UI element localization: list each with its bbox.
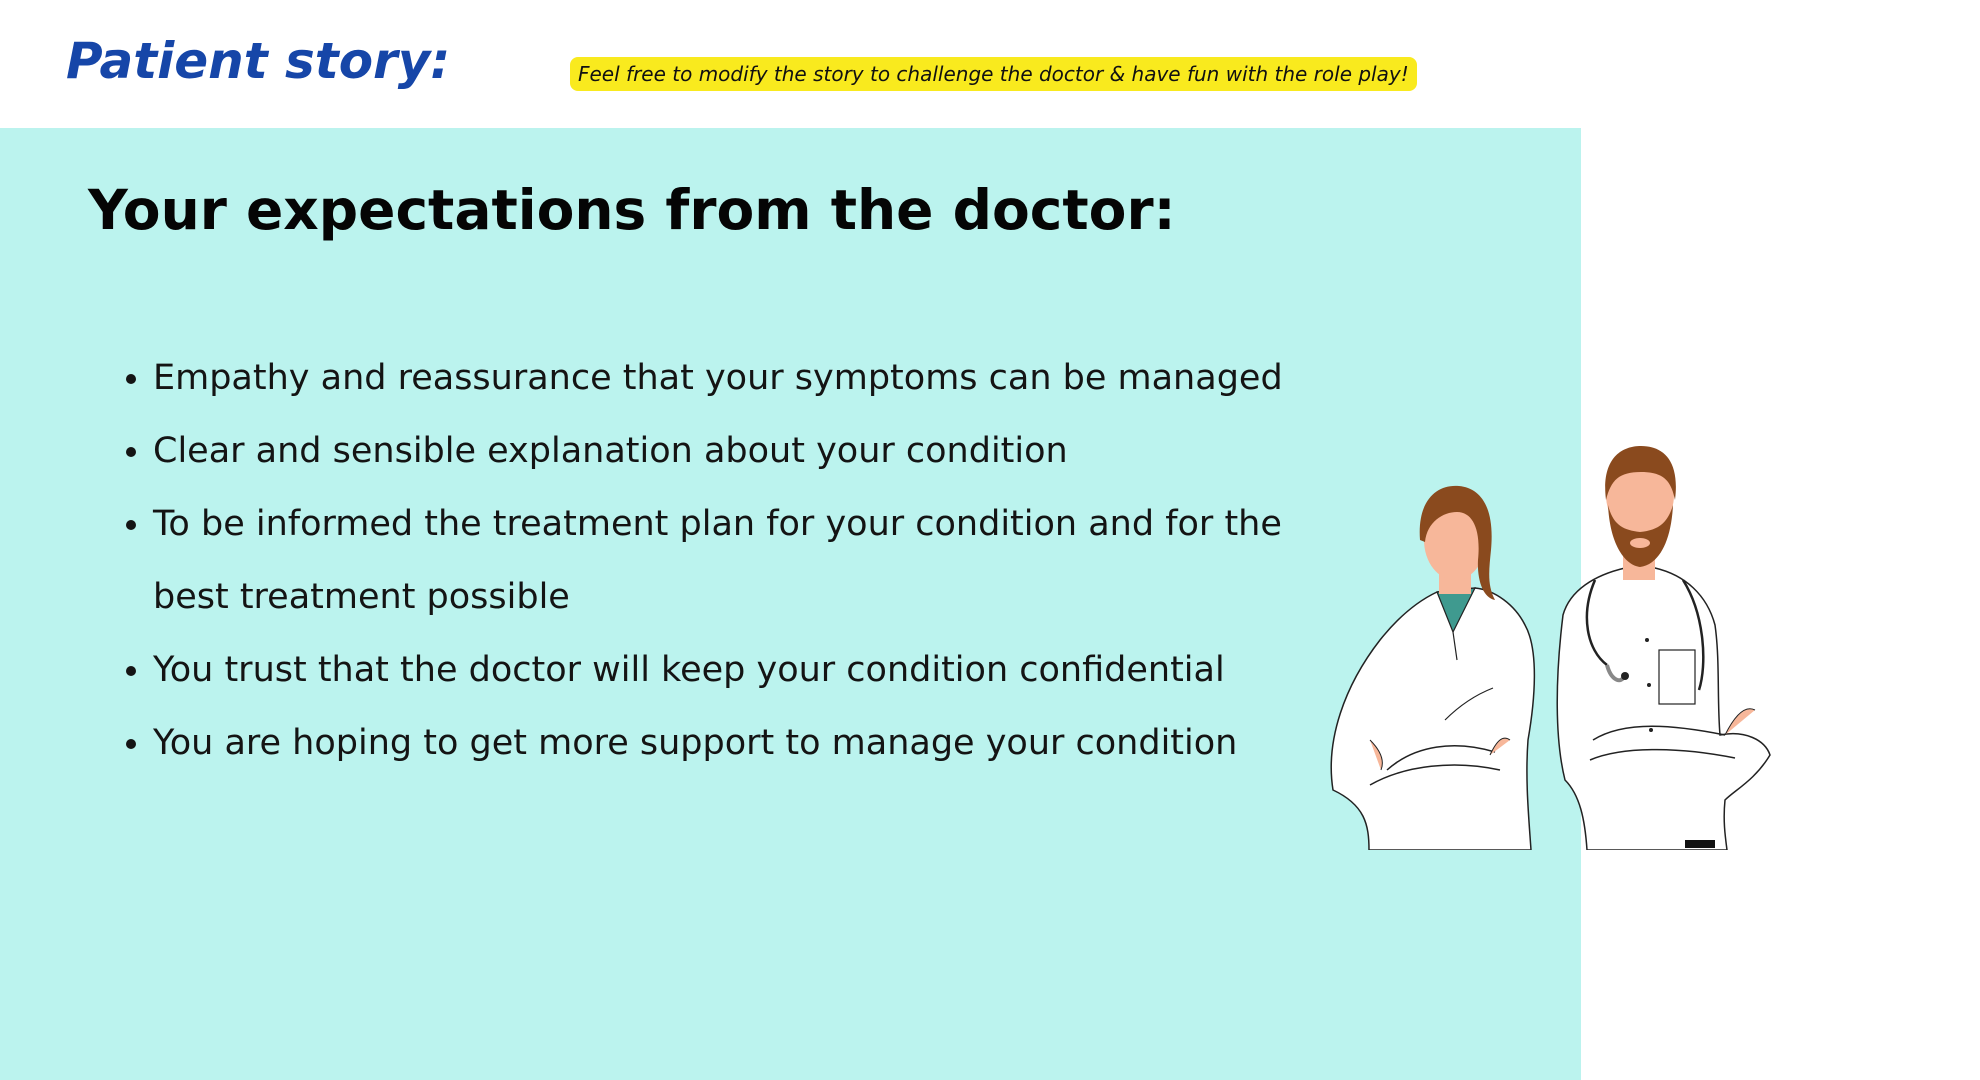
panel-heading: Your expectations from the doctor: [88,178,1176,242]
male-doctor-icon [1557,446,1770,850]
list-item: • Empathy and reassurance that your symptoms can be managed [153,342,1333,415]
instruction-note-badge: Feel free to modify the story to challenge the doctor & have fun with the role play! [570,57,1417,91]
doctors-illustration [1325,440,1815,850]
header-bar [0,0,1980,128]
expectations-list [118,342,1333,780]
female-doctor-icon [1331,486,1534,850]
list-item: • You trust that the doctor will keep your condition confidential [153,634,1333,707]
list-item: • To be informed the treatment plan for your condition and for the best treatment possible [153,488,1333,634]
list-item: • You are hoping to get more support to manage your condition [153,707,1333,780]
list-item: • Clear and sensible explanation about your condition [153,415,1333,488]
page-title: Patient story: [66,32,451,90]
